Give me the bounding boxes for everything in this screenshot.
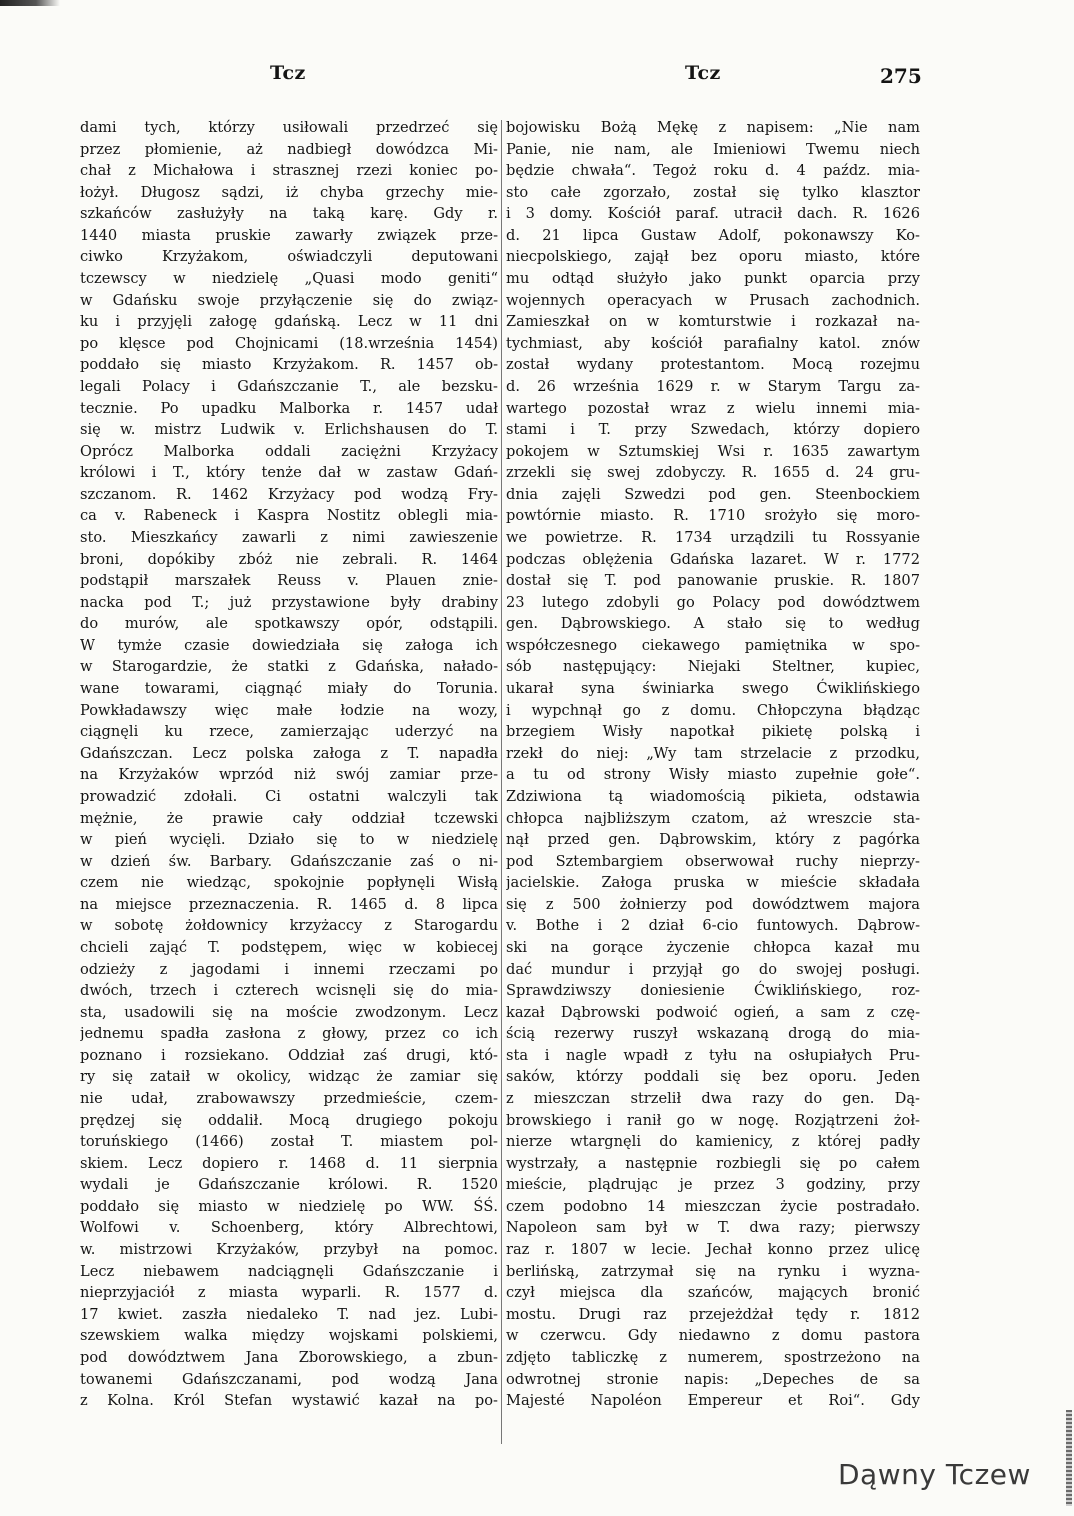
text-line: 23 lutego zdobyli go Polacy pod dowództwem bbox=[506, 593, 920, 611]
text-line: Lecz niebawem nadciągnęli Gdańszczanie i bbox=[80, 1262, 498, 1280]
text-line: poddało się miasto Krzyżakom. R. 1457 ob- bbox=[80, 356, 498, 374]
text-line: dami tych, którzy usiłowali przedrzeć się bbox=[80, 119, 498, 136]
text-line: Oprócz Malborka oddali zaciężni Krzyżacy bbox=[80, 442, 498, 460]
text-line: podstąpił marszałek Reuss v. Plauen znie- bbox=[80, 572, 498, 590]
text-line: jednemu spadła zasłona z głowy, przez co ich bbox=[80, 1025, 498, 1043]
text-line: Wolfowi v. Schoenberg, który Albrechtowi, bbox=[80, 1219, 498, 1237]
text-line: odwrotnej stronie napis: „Depeches de sa bbox=[506, 1370, 920, 1388]
text-line: ukarał syna świniarka swego Ćwiklińskiego bbox=[506, 680, 920, 698]
text-line: ciągnęli ku rzece, zamierzając uderzyć na bbox=[80, 723, 498, 741]
text-line: w. mistrzowi Krzyżaków, przybył na pomoc. bbox=[80, 1241, 498, 1259]
text-line: Panie, nie nam, ale Imieniowi Twemu niech bbox=[506, 140, 920, 158]
text-line: sta, usadowili się na moście zwodzonym. Lecz bbox=[80, 1003, 498, 1021]
text-line: szewskiem walka między wojskami polskiemi, bbox=[80, 1327, 498, 1345]
text-line: nie udał, zrabowawszy przedmieście, czem- bbox=[80, 1090, 498, 1108]
text-line: ciwko Krzyżakom, oświadczyli deputowani bbox=[80, 248, 498, 266]
text-line: czył miejsca dla szańców, mających bronić bbox=[506, 1284, 920, 1302]
text-line: chcieli zająć T. podstępem, więc w kobiecej bbox=[80, 938, 498, 956]
text-line: odzieży z jagodami i innemi rzeczami po bbox=[80, 960, 498, 978]
text-line: wydali je Gdańszczanie królowi. R. 1520 bbox=[80, 1176, 498, 1194]
text-line: pod dowództwem Jana Zborowskiego, a zbun- bbox=[80, 1348, 498, 1366]
text-line: a tu od strony Wisły miasto zupełnie gołe“. bbox=[506, 766, 920, 784]
text-line: tecznie. Po upadku Malborka r. 1457 udał bbox=[80, 399, 498, 417]
text-line: nieprzyjaciół z miasta wyparli. R. 1577 d. bbox=[80, 1284, 498, 1302]
text-line: sta i nagle wpadł z tyłu na osłupiałych Pru- bbox=[506, 1046, 920, 1064]
text-line: ski na gorące życzenie chłopca kazał mu bbox=[506, 938, 920, 956]
text-line: w Gdańsku swoje przyłączenie się do związ- bbox=[80, 291, 498, 309]
text-line: Napoleon sam był w T. dwa razy; pierwszy bbox=[506, 1219, 920, 1237]
text-line: w dzień św. Barbary. Gdańszczanie zaś o ni- bbox=[80, 852, 498, 870]
text-line: dostał się T. pod panowanie pruskie. R. 1807 bbox=[506, 572, 920, 590]
text-line: na Krzyżaków wprzód niż swój zamiar prze- bbox=[80, 766, 498, 784]
text-line: tychmiast, aby kościół parafialny katol. znów bbox=[506, 334, 920, 352]
text-line: prędzej się oddalił. Mocą drugiego pokoju bbox=[80, 1111, 498, 1129]
text-line: nacka pod T.; już przystawione były drabiny bbox=[80, 593, 498, 611]
text-line: sto całe zgorzało, został się tylko klasztor bbox=[506, 183, 920, 201]
text-line: Powkładawszy więc małe łodzie na wozy, bbox=[80, 701, 498, 719]
text-line: legali Polacy i Gdańszczanie T., ale bezsku- bbox=[80, 377, 498, 395]
text-line: Zdziwiona tą wiadomością pikieta, odstawia bbox=[506, 787, 920, 805]
text-line: i wypchnął go z domu. Chłopczyna błądząc bbox=[506, 701, 920, 719]
scan-page-edge bbox=[0, 0, 60, 6]
text-line: zdjęto tabliczkę z numerem, spostrzeżono na bbox=[506, 1348, 920, 1366]
text-line: szczanom. R. 1462 Krzyżacy pod wodzą Fry- bbox=[80, 485, 498, 503]
text-line: został wydany protestantom. Mocą rozejmu bbox=[506, 356, 920, 374]
text-line: niecpolskiego, zajął bez oporu miasto, które bbox=[506, 248, 920, 266]
text-line: poddało się miasto w niedzielę po WW. ŚŚ. bbox=[80, 1197, 498, 1215]
text-line: wartego pozostał wraz z wielu innemi mia- bbox=[506, 399, 920, 417]
text-line: królowi i T., który tenże dał w zastaw Gdań- bbox=[80, 464, 498, 482]
text-line: nął przed gen. Dąbrowskim, który z pagórka bbox=[506, 831, 920, 849]
text-column-left bbox=[80, 117, 498, 1447]
text-line: ca v. Rabeneck i Kaspra Nostitz oblegli mia- bbox=[80, 507, 498, 525]
running-head-left: Tcz bbox=[270, 62, 306, 84]
text-line: d. 26 września 1629 r. w Starym Targu za- bbox=[506, 377, 920, 395]
text-line: Sprawdziwszy doniesienie Ćwiklińskiego, roz- bbox=[506, 982, 920, 1000]
text-line: chłopca najbliższym czatom, aż wreszcie sta- bbox=[506, 809, 920, 827]
text-line: wystrzały, a następnie rozbiegli się po całem bbox=[506, 1154, 920, 1172]
running-head-center: Tcz bbox=[685, 62, 721, 84]
text-line: browskiego i ranił go w nogę. Rozjątrzeni żoł- bbox=[506, 1111, 920, 1129]
text-line: Majesté Napoléon Empereur et Roi“. Gdy bbox=[506, 1392, 920, 1410]
text-line: czem nie wiedząc, spokojnie popłynęli Wisłą bbox=[80, 874, 498, 892]
text-line: towanemi Gdańszczanami, pod wodzą Jana bbox=[80, 1370, 498, 1388]
text-line: w Starogardzie, że statki z Gdańska, nałado- bbox=[80, 658, 498, 676]
text-line: sób następujący: Niejaki Steltner, kupiec, bbox=[506, 658, 920, 676]
text-line: pokojem w Sztumskiej Wsi r. 1635 zawartym bbox=[506, 442, 920, 460]
text-line: raz r. 1807 w lecie. Jechał konno przez ulicę bbox=[506, 1241, 920, 1259]
text-line: szkańców zasłużyły na taką karę. Gdy r. bbox=[80, 205, 498, 223]
text-line: na miejsce przeznaczenia. R. 1465 d. 8 lipca bbox=[80, 895, 498, 913]
text-line: się z 500 żołnierzy pod dowództwem majora bbox=[506, 895, 920, 913]
column-divider bbox=[501, 120, 502, 1444]
text-line: poznano i rozsiekano. Oddział zaś drugi, któ- bbox=[80, 1046, 498, 1064]
text-line: dać mundur i przyjął go do swojej posługi. bbox=[506, 960, 920, 978]
text-line: po klęsce pod Chojnicami (18.września 1454) bbox=[80, 334, 498, 352]
scan-edge-strip bbox=[1066, 1410, 1072, 1506]
text-line: mu odtąd służyło jako punkt oparcia przy bbox=[506, 270, 920, 288]
text-line: d. 21 lipca Gustaw Adolf, pokonawszy Ko- bbox=[506, 226, 920, 244]
text-line: w pień wycięli. Działo się to w niedzielę bbox=[80, 831, 498, 849]
text-line: ścią rezerwy ruszył wskazaną drogą do mia- bbox=[506, 1025, 920, 1043]
text-line: brzegiem Wisły napotkał pikietę polską i bbox=[506, 723, 920, 741]
text-line: chał z Michałowa i strasznej rzezi koniec po- bbox=[80, 162, 498, 180]
text-line: w czerwcu. Gdy niedawno z domu pastora bbox=[506, 1327, 920, 1345]
text-line: prowadzić zdołali. Ci ostatni walczyli tak bbox=[80, 787, 498, 805]
text-line: wojennych operacyach w Prusach zachodnich. bbox=[506, 291, 920, 309]
text-line: v. Bothe i 2 dział 6-cio funtowych. Dąbrow- bbox=[506, 917, 920, 935]
text-line: berlińską, zatrzymał się na rynku i wyzna- bbox=[506, 1262, 920, 1280]
text-line: będzie chwała“. Tegoż roku d. 4 paźdz. mia- bbox=[506, 162, 920, 180]
text-line: ry się zataił w okolicy, widząc że zamiar się bbox=[80, 1068, 498, 1086]
text-line: W tymże czasie dowiedziała się załoga ich bbox=[80, 636, 498, 654]
text-line: Gdańszczan. Lecz polska załoga z T. napadła bbox=[80, 744, 498, 762]
text-line: i 3 domy. Kościół paraf. utracił dach. R. 1626 bbox=[506, 205, 920, 223]
text-line: broni, dopókiby zbóż nie zebrali. R. 1464 bbox=[80, 550, 498, 568]
text-line: jacielskie. Załoga pruska w mieście składała bbox=[506, 874, 920, 892]
text-line: z mieszczan strzelił dwa razy do gen. Dą- bbox=[506, 1090, 920, 1108]
text-line: kazał Dąbrowski podwoić ogień, a sam z czę- bbox=[506, 1003, 920, 1021]
text-line: czem podobno 14 mieszczan życie postradało. bbox=[506, 1197, 920, 1215]
text-line: powtórnie miasto. R. 1710 srożyło się moro- bbox=[506, 507, 920, 525]
text-line: podczas oblężenia Gdańska lazaret. W r. 1772 bbox=[506, 550, 920, 568]
text-line: bojowisku Bożą Mękę z napisem: „Nie nam bbox=[506, 119, 920, 136]
text-line: zrzekli się swej zdobyczy. R. 1655 d. 24 gru- bbox=[506, 464, 920, 482]
text-line: dwóch, trzech i czterech wcisnęli się do mia- bbox=[80, 982, 498, 1000]
text-line: łożył. Długosz sądzi, iż chyba grzechy mie- bbox=[80, 183, 498, 201]
text-line: tczewscy w niedzielę „Quasi modo geniti“ bbox=[80, 270, 498, 288]
text-line: Zamieszkał on w komturstwie i rozkazał na- bbox=[506, 313, 920, 331]
text-line: stami i T. przy Szwedach, którzy dopiero bbox=[506, 421, 920, 439]
text-line: pod Sztembargiem obserwował ruchy nieprzy- bbox=[506, 852, 920, 870]
text-line: do murów, ale spotkawszy opór, odstąpili. bbox=[80, 615, 498, 633]
text-line: toruńskiego (1466) został T. miastem pol- bbox=[80, 1133, 498, 1151]
text-line: gen. Dąbrowskiego. A stało się to według bbox=[506, 615, 920, 633]
text-line: z Kolna. Król Stefan wystawić kazał na po- bbox=[80, 1392, 498, 1410]
text-line: przez płomienie, aż nadbiegł dowódzca Mi- bbox=[80, 140, 498, 158]
text-line: 1440 miasta pruskie zawarły związek prze- bbox=[80, 226, 498, 244]
text-line: się w. mistrz Ludwik v. Erlichshausen do T. bbox=[80, 421, 498, 439]
text-line: wane towarami, ciągnąć miały do Torunia. bbox=[80, 680, 498, 698]
text-line: współczesnego ciekawego pamiętnika w spo- bbox=[506, 636, 920, 654]
text-line: skiem. Lecz dopiero r. 1468 d. 11 sierpnia bbox=[80, 1154, 498, 1172]
text-line: mostu. Drugi raz przejeżdżał tędy r. 1812 bbox=[506, 1305, 920, 1323]
text-line: ku i przyjęli załogę gdańską. Lecz w 11 dni bbox=[80, 313, 498, 331]
page-number: 275 bbox=[880, 64, 922, 88]
text-line: w sobotę żołdownicy krzyżaccy z Starogardu bbox=[80, 917, 498, 935]
text-line: mieście, plądrując je przez 3 godziny, przy bbox=[506, 1176, 920, 1194]
text-line: 17 kwiet. zaszła niedaleko T. nad jez. Lubi- bbox=[80, 1305, 498, 1323]
text-line: dnia zajęli Szwedzi pod gen. Steenbockiem bbox=[506, 485, 920, 503]
text-line: nierze wtargnęli do kamienicy, z której padły bbox=[506, 1133, 920, 1151]
text-column-right bbox=[506, 117, 920, 1447]
text-line: sto. Mieszkańcy zawarli z nimi zawieszenie bbox=[80, 528, 498, 546]
text-line: mężnie, że prawie cały oddział tczewski bbox=[80, 809, 498, 827]
text-line: rzekł do niej: „Wy tam strzelacie z przodku, bbox=[506, 744, 920, 762]
watermark-logo: Dąwny Tczew bbox=[838, 1458, 1031, 1491]
text-line: saków, którzy poddali się bez oporu. Jeden bbox=[506, 1068, 920, 1086]
text-line: we powietrze. R. 1734 urządzili tu Rossyanie bbox=[506, 528, 920, 546]
